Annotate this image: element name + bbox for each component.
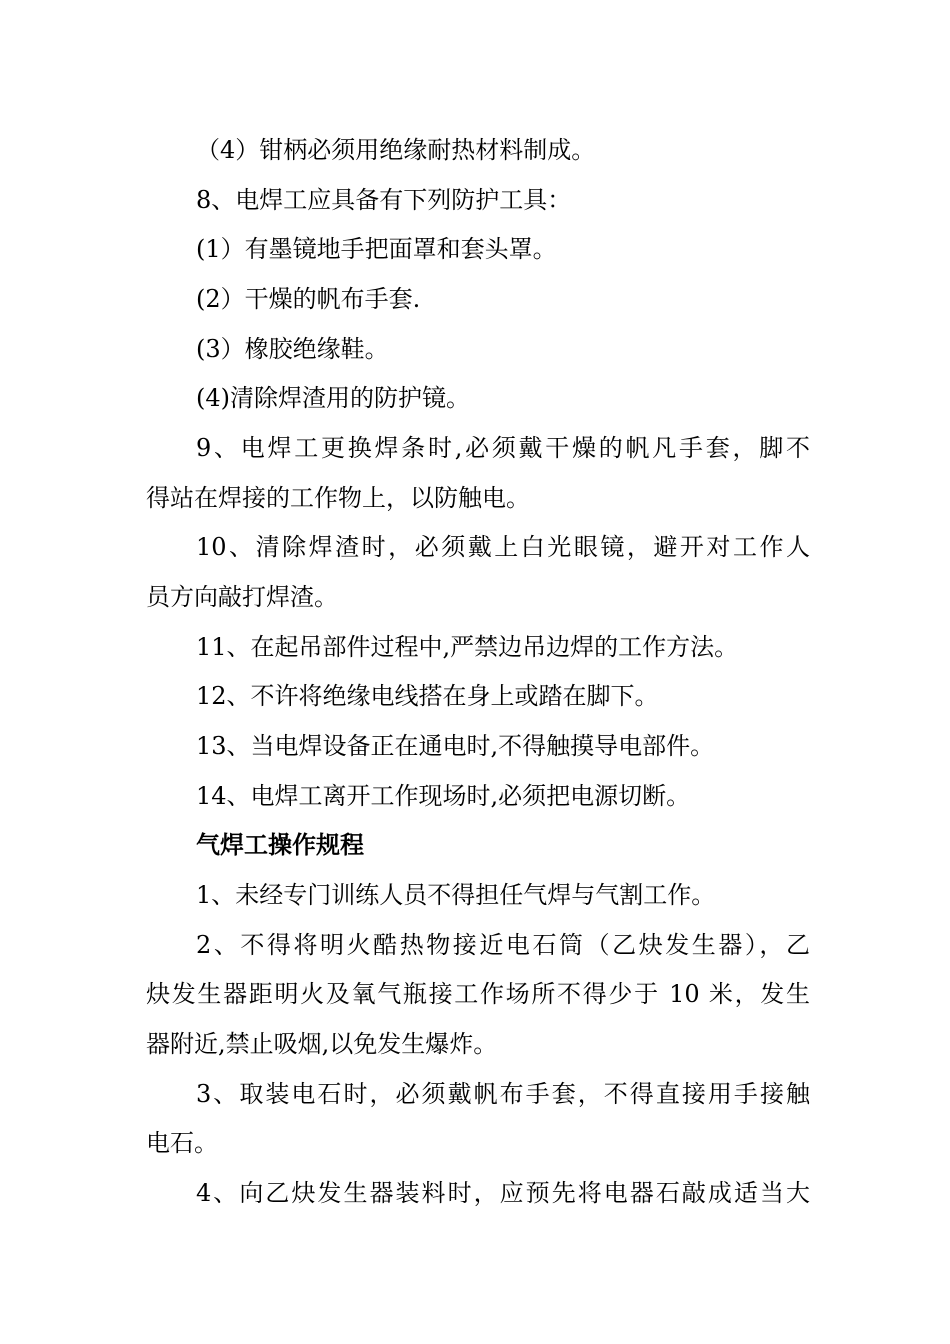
gas-item-2-line-1: 2、不得将明火酷热物接近电石筒（乙炔发生器），乙 — [196, 931, 810, 959]
item-14: 14、电焊工离开工作现场时,必须把电源切断。 — [196, 782, 691, 810]
tool-3-shoes: (3）橡胶绝缘鞋。 — [196, 335, 389, 363]
item-9-line-1: 9、电焊工更换焊条时,必须戴干燥的帆凡手套，脚不 — [196, 434, 810, 462]
tool-4-goggles: (4)清除焊渣用的防护镜。 — [196, 384, 470, 412]
item-8-protective-tools: 8、电焊工应具备有下列防护工具： — [196, 186, 572, 214]
item-13: 13、当电焊设备正在通电时,不得触摸导电部件。 — [196, 732, 715, 760]
gas-item-2-line-2: 炔发生器距明火及氧气瓶接工作场所不得少于 10 米，发生 — [146, 980, 810, 1008]
item-12: 12、不许将绝缘电线搭在身上或踏在脚下。 — [196, 682, 659, 710]
item-10-line-2: 员方向敲打焊渣。 — [146, 583, 338, 611]
tool-1-face-mask: (1）有墨镜地手把面罩和套头罩。 — [196, 235, 557, 263]
section-heading: 气焊工操作规程 — [196, 830, 364, 859]
gas-item-2-line-3: 器附近,禁止吸烟,以免发生爆炸。 — [146, 1030, 498, 1058]
gas-item-3-line-1: 3、取装电石时，必须戴帆布手套，不得直接用手接触 — [196, 1080, 810, 1108]
item-11: 11、在起吊部件过程中,严禁边吊边焊的工作方法。 — [196, 633, 739, 661]
item-4-clamp-handle: （4）钳柄必须用绝缘耐热材料制成。 — [196, 136, 596, 164]
gas-item-4-line-1: 4、向乙炔发生器装料时，应预先将电器石敲成适当大 — [196, 1179, 810, 1207]
gas-item-1: 1、未经专门训练人员不得担任气焊与气割工作。 — [196, 881, 716, 909]
tool-2-gloves: (2）干燥的帆布手套. — [196, 285, 421, 313]
gas-item-3-line-2: 电石。 — [146, 1129, 218, 1157]
item-10-line-1: 10、清除焊渣时，必须戴上白光眼镜，避开对工作人 — [196, 533, 810, 561]
item-9-line-2: 得站在焊接的工作物上，以防触电。 — [146, 484, 530, 512]
